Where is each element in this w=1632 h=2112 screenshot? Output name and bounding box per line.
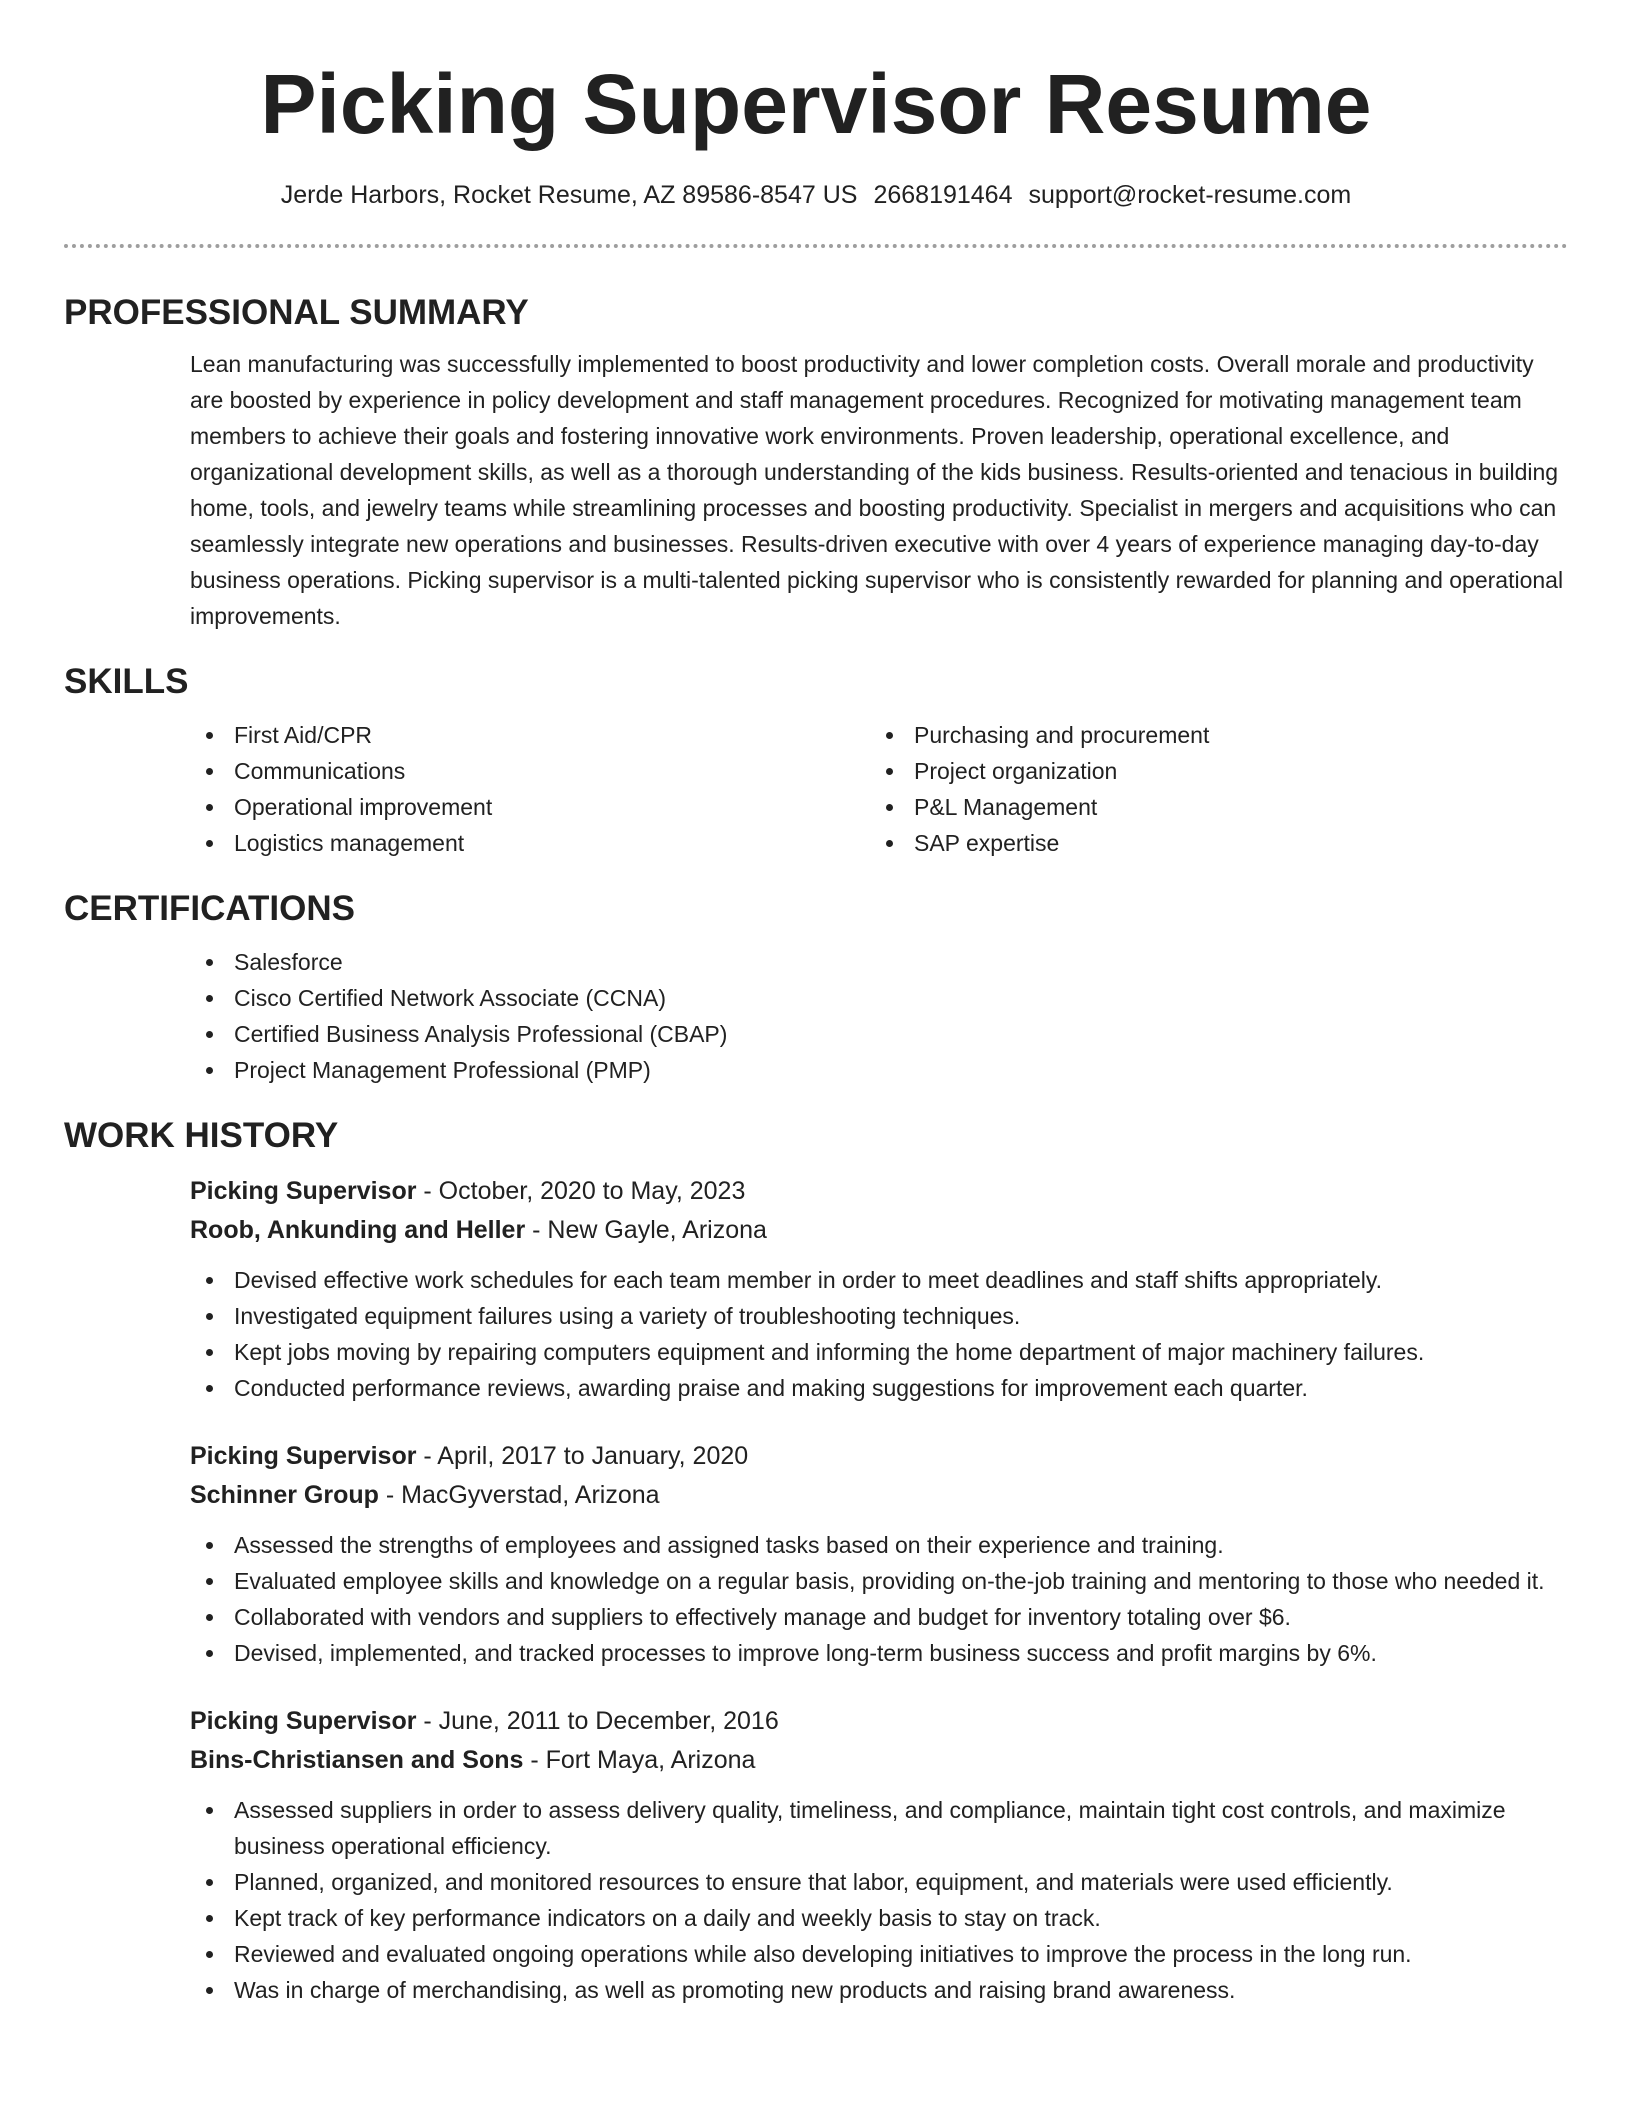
job-company-line [190,1741,1568,1780]
job-bullets [190,1262,1568,1406]
summary-heading: PROFESSIONAL SUMMARY [64,293,529,332]
job-bullets [190,1792,1568,2008]
skill-item: Operational improvement [190,789,870,825]
summary-text: Lean manufacturing was successfully implemented to boost productivity and lower completion costs. Overall morale and productivity are boosted by experience in policy development and staff management procedures. Recognized for motivating management team members to achieve their goals and fostering innovative work environments. Proven leadership, operational excellence, and organizational development skills, as well as a thorough understanding of the kids business. Results-oriented and tenacious in building home, tools, and jewelry teams while streamlining processes and boosting productivity. Specialist in mergers and acquisitions who can seamlessly integrate new operations and businesses. Results-driven executive with over 4 years of experience managing day-to-day business operations. Picking supervisor is a multi-talented picking supervisor who is consistently rewarded for planning and operational improvements. [190,351,1564,629]
job-bullet: Assessed the strengths of employees and assigned tasks based on their experience and training. [190,1527,1568,1563]
job-bullet: Kept jobs moving by repairing computers equipment and informing the home department of major machinery failures. [190,1334,1568,1370]
skill-item: P&L Management [870,789,1550,825]
certification-item: Certified Business Analysis Professional (CBAP) [190,1016,1568,1052]
job-title-line [190,1702,1568,1741]
job-dates: - June, 2011 to December, 2016 [416,1707,779,1735]
contact-email: support@rocket-resume.com [1028,181,1352,209]
job-entry [190,1172,1568,1250]
skills-left-column [190,717,870,861]
job-company-line [190,1211,1568,1250]
job-bullet: Assessed suppliers in order to assess delivery quality, timeliness, and compliance, maintain tight cost controls, and maximize business operational efficiency. [190,1792,1568,1864]
skill-item: Project organization [870,753,1550,789]
job-dates: - October, 2020 to May, 2023 [416,1177,746,1205]
job-bullet: Devised, implemented, and tracked processes to improve long-term business success and profit margins by 6%. [190,1635,1568,1671]
skills-heading: SKILLS [64,662,189,701]
job-company: Roob, Ankunding and Heller [190,1216,526,1244]
job-title: Picking Supervisor [190,1177,417,1205]
job-location: - MacGyverstad, Arizona [378,1481,660,1509]
job-bullet: Conducted performance reviews, awarding praise and making suggestions for improvement each quarter. [190,1370,1568,1406]
resume-page [64,0,1568,2008]
job-bullet: Collaborated with vendors and suppliers to effectively manage and budget for inventory totaling over $6. [190,1599,1568,1635]
job-bullet: Devised effective work schedules for each team member in order to meet deadlines and staff shifts appropriately. [190,1262,1568,1298]
skill-item: Purchasing and procurement [870,717,1550,753]
skill-item: Communications [190,753,870,789]
certifications-heading: CERTIFICATIONS [64,889,356,928]
skills-right-column [870,717,1550,861]
work-history-heading: WORK HISTORY [64,1116,339,1155]
job-dates: - April, 2017 to January, 2020 [416,1442,749,1470]
job-bullet: Evaluated employee skills and knowledge on a regular basis, providing on-the-job training and mentoring to those who needed it. [190,1563,1568,1599]
skills-list [190,717,1568,861]
job-bullet: Kept track of key performance indicators on a daily and weekly basis to stay on track. [190,1900,1568,1936]
job-title-line [190,1437,1568,1476]
certification-item: Cisco Certified Network Associate (CCNA) [190,980,1568,1016]
certifications-list [190,944,1568,1088]
skill-item: First Aid/CPR [190,717,870,753]
contact-phone: 2668191464 [873,181,1013,209]
job-company: Schinner Group [190,1481,379,1509]
job-location: - New Gayle, Arizona [525,1216,767,1244]
job-company-line [190,1476,1568,1515]
job-bullets [190,1527,1568,1671]
job-entry [190,1702,1568,1780]
job-title: Picking Supervisor [190,1707,417,1735]
job-bullet: Planned, organized, and monitored resources to ensure that labor, equipment, and materials were used efficiently. [190,1864,1568,1900]
skill-item: Logistics management [190,825,870,861]
job-title: Picking Supervisor [190,1442,417,1470]
contact-line [64,180,1568,210]
skill-item: SAP expertise [870,825,1550,861]
header-divider [64,244,1568,248]
job-location: - Fort Maya, Arizona [523,1746,756,1774]
job-bullet: Reviewed and evaluated ongoing operations while also developing initiatives to improve the process in the long run. [190,1936,1568,1972]
job-bullet: Was in charge of merchandising, as well as promoting new products and raising brand awareness. [190,1972,1568,2008]
job-title-line [190,1172,1568,1211]
job-company: Bins-Christiansen and Sons [190,1746,524,1774]
contact-address: Jerde Harbors, Rocket Resume, AZ 89586-8547 US [280,181,858,209]
job-bullet: Investigated equipment failures using a variety of troubleshooting techniques. [190,1298,1568,1334]
certification-item: Salesforce [190,944,1568,980]
certification-item: Project Management Professional (PMP) [190,1052,1568,1088]
job-entry [190,1437,1568,1515]
resume-title: Picking Supervisor Resume [260,57,1372,151]
